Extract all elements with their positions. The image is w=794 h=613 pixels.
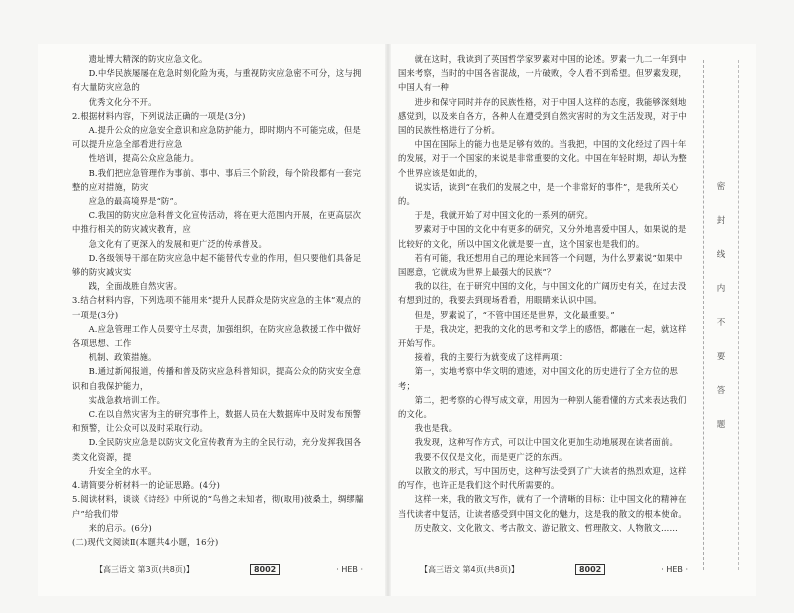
text-line: 实战急救培训工作。 — [88, 394, 166, 405]
footer-page-3 — [95, 564, 363, 575]
option-c: C.在以自然灾害为主的研究事件上，数据人员在大数据库中及时发布预警和预警，让公众可以及时采取行动。 — [72, 409, 362, 434]
text-line: 来的启示。(6分) — [88, 522, 152, 533]
footer-page-4 — [420, 564, 688, 575]
paragraph: 就在这时，我读到了英国哲学家罗素对中国的论述。罗素一九二一年到中国来考察，当时的中国各省混战，一片破败，令人看不到希望。但罗素发现，中国人有一种 — [398, 54, 687, 93]
seal-char: 封 — [716, 216, 726, 226]
option-d: D.全民防灾应急是以防灾文化宣传教育为主的全民行动，充分发挥我国各类文化资源，提 — [72, 437, 362, 462]
paragraph: 中国在国际上的能力也是足够有效的。当我把，中国的文化经过了四十年的发展，对于一个国家的来说是非常重要的文化。中国在年轻时期，却认为整个世界应该是如此的， — [398, 139, 687, 178]
paragraph: 我也是我。 — [414, 423, 458, 434]
text-line: 遗址博大精深的防灾应急文化。 — [88, 54, 208, 64]
paragraph: 于是，我决定，把我的文化的思考和文学上的感悟，都融在一起，就这样开始写作。 — [398, 323, 687, 349]
seal-line — [703, 60, 704, 570]
text-line: 性培训，提高公众应急能力。 — [88, 153, 200, 164]
page-3 — [72, 52, 364, 549]
paragraph: 我发现，这种写作方式，可以让中国文化更加生动地展现在读者面前。 — [414, 437, 678, 448]
text-line: 践，全面战胜自然灾害。 — [88, 281, 183, 292]
paragraph: 于是，我就开始了对中国文化的一系列的研究。 — [414, 210, 594, 221]
footer-tail: · HEB · — [336, 565, 363, 574]
seal-char: 要 — [716, 352, 726, 362]
text-line: 应急的最高境界是“防”。 — [88, 196, 183, 207]
footer-tail: · HEB · — [661, 565, 688, 574]
paragraph: 但是，罗素说了，“不管中国还是世界，文化最重要。” — [414, 309, 615, 320]
text-line: D.中华民族屡屡在危急时刻化险为夷，与重视防灾应急密不可分，这与拥有大量防灾应急的 — [72, 68, 362, 93]
paragraph: 说实话，读到“在我们的发展之中，是一个非常好的事件”，是我所关心的。 — [398, 181, 679, 207]
seal-char: 内 — [716, 284, 726, 294]
text-line: 急文化有了更深入的发展和更广泛的传承普及。 — [88, 238, 268, 249]
paragraph: 我的以往，在于研究中国的文化，与中国文化的广阔历史有关，在过去没有想到过的，我要去到现场看看，用眼睛来认识中国。 — [398, 281, 687, 306]
option-c: C.我国的防灾应急科普文化宣传活动，将在更大范围内开展，在更高层次中推行相关的防灾减灾教育，应 — [72, 210, 362, 235]
footer-label: 【高三语文 第4页(共8页)】 — [420, 565, 519, 574]
text-line: 机制、政策措施。 — [88, 352, 157, 363]
seal-line-outer — [738, 60, 739, 570]
page-4 — [398, 52, 688, 535]
paragraph: 第二，把考察的心得写成文章，用因为一种别人能看懂的方式来表达我们的文化。 — [398, 394, 687, 420]
question-5: 5.阅读材料，谈谈《诗经》中所说的“鸟兽之未知者，彻(取用)彼桑土，绸缪牖户”给我们带 — [72, 494, 364, 519]
paragraph: 我要不仅仅是文化，而是更广泛的东西。 — [414, 451, 568, 462]
seal-char: 密 — [716, 182, 726, 192]
paragraph: 若有可能，我还想用自己的理论来回答一个问题，为什么罗素说“如果中国愿意，它就成为世界上最强大的民族”？ — [398, 252, 683, 278]
paragraph: 第一，实地考察中华文明的遗迹，对中国文化的历史进行了全方位的思考； — [398, 366, 678, 391]
option-d: D.各级领导干部在防灾应急中起不能替代专业的作用，但只要他们具备足够的防灾减灾实 — [72, 252, 362, 278]
footer-code: 8002 — [250, 564, 280, 575]
seal-char: 线 — [716, 250, 726, 260]
option-b: B.我们把应急管理作为事前、事中、事后三个阶段，每个阶段都有一套完整的应对措施，防灾 — [72, 167, 362, 192]
question-2: 2.根据材料内容，下列说法正确的一项是(3分) — [72, 110, 246, 121]
text-line: 升安全全的水平。 — [88, 465, 157, 476]
paragraph: 历史散文、文化散文、考古散文、游记散文、哲理散文、人物散文…… — [414, 522, 678, 533]
footer-code: 8002 — [575, 564, 605, 575]
page-fold — [385, 44, 391, 596]
paragraph: 罗素对于中国的文化中有更多的研究，又分外地喜爱中国人，如果说的是比较好的文化，所以中国文化就是要一直，这个国家也是我们的。 — [398, 224, 687, 249]
paragraph: 接着，我的主要行为就变成了这样两项： — [414, 352, 568, 363]
seal-line-notice — [712, 180, 730, 452]
section-heading: (二)现代文阅读Ⅱ(本题共4小题，16分) — [72, 536, 219, 547]
paragraph: 这样一来，我的散文写作，就有了一个清晰的目标：让中国文化的精神在当代读者中复活，让读者感受到中国文化的魅力，这是我的散文的根本使命。 — [398, 494, 687, 519]
option-a: A.应急管理工作人员要守土尽责，加强组织，在防灾应急救援工作中做好各项思想、工作 — [72, 323, 362, 349]
question-4: 4.请简要分析材料一的论证思路。(4分) — [72, 480, 221, 491]
paragraph: 进步和保守同时并存的民族性格，对于中国人这样的态度，我能够深刻地感觉到，以及来自各方，各种人在遭受到自然灾害时的为文生活发现，对于中国的民族性格进行了分析。 — [398, 96, 687, 136]
seal-char: 题 — [716, 420, 726, 430]
question-3: 3.结合材料内容，下列选项不能用来“提升人民群众是防灾应急的主体”观点的一项是(3分) — [72, 295, 362, 320]
option-a: A.提升公众的应急安全意识和应急防护能力，即时期内不可能完成，但是可以提升应急全部看进行应急 — [72, 125, 362, 150]
option-b: B.通过新闻报道，传播和普及防灾应急科普知识，提高公众的防灾安全意识和自我保护能力， — [72, 366, 362, 391]
seal-char: 不 — [716, 318, 726, 328]
footer-label: 【高三语文 第3页(共8页)】 — [95, 565, 194, 574]
seal-char: 答 — [716, 386, 726, 396]
paragraph: 以散文的形式，写中国历史，这种写法受到了广大读者的热烈欢迎，这样的写作，也许正是我们这个时代所需要的。 — [398, 465, 687, 491]
text-line: 优秀文化分不开。 — [88, 96, 157, 107]
